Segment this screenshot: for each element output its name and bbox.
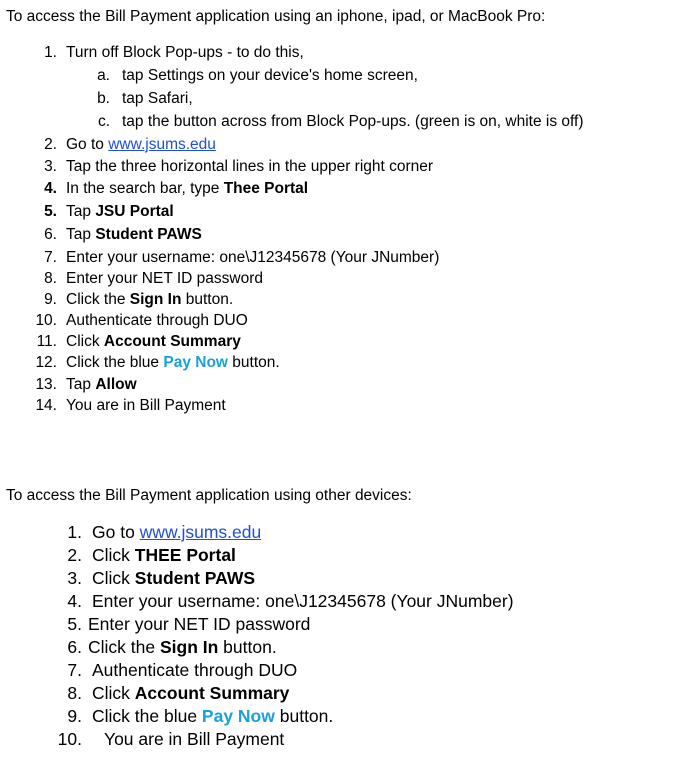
step-number: 3. xyxy=(67,568,82,588)
jsums-link[interactable]: www.jsums.edu xyxy=(139,522,262,542)
step-text xyxy=(92,568,255,589)
step-text-pre: Click xyxy=(92,545,135,565)
substep-letter: a. xyxy=(97,67,110,84)
pay-now-text: Pay Now xyxy=(201,706,275,726)
step-text-pre: Click the xyxy=(66,291,130,308)
step-text-pre: Click xyxy=(92,568,135,588)
step-text-pre: Click xyxy=(66,333,104,350)
step-text-bold: Account Summary xyxy=(103,333,241,350)
step-number: 3. xyxy=(44,158,57,175)
step-text-pre: Tap xyxy=(66,203,96,220)
step-text: Turn off Block Pop-ups - to do this, xyxy=(66,44,304,61)
step-text-bold: THEE Portal xyxy=(134,545,236,565)
step-text-bold: Student PAWS xyxy=(134,568,256,588)
step-text xyxy=(66,180,308,198)
step-text: Enter your NET ID password xyxy=(88,614,311,634)
step-number: 5. xyxy=(44,203,57,220)
step-text: Authenticate through DUO xyxy=(66,312,248,329)
pay-now-text: Pay Now xyxy=(163,354,228,371)
step-text: Enter your username: one\J12345678 (Your JNumber) xyxy=(66,249,440,266)
step-text: Tap the three horizontal lines in the upper right corner xyxy=(66,158,434,175)
step-text-bold: Sign In xyxy=(129,291,182,308)
step-number: 8. xyxy=(67,683,82,703)
step-number: 8. xyxy=(44,270,57,287)
step-number: 2. xyxy=(44,136,57,153)
step-text: Enter your NET ID password xyxy=(66,270,263,287)
step-text-post: button. xyxy=(227,354,280,371)
step-number: 1. xyxy=(67,522,82,542)
step-text-post: button. xyxy=(218,637,277,657)
step-number: 11. xyxy=(36,333,57,350)
step-text: You are in Bill Payment xyxy=(66,397,226,414)
step-text: Enter your username: one\J12345678 (Your JNumber) xyxy=(92,591,514,611)
step-number: 6. xyxy=(44,226,57,243)
step-text: You are in Bill Payment xyxy=(104,729,285,749)
substep-text: tap Settings on your device's home screen, xyxy=(122,67,418,84)
step-text-pre: Go to xyxy=(92,522,140,542)
step-text-pre: Click the blue xyxy=(92,706,202,726)
step-text-pre: Click the xyxy=(88,637,160,657)
step-number: 7. xyxy=(44,249,57,266)
step-number: 2. xyxy=(67,545,82,565)
step-text xyxy=(92,706,333,727)
step-text xyxy=(92,522,261,543)
step-number: 14. xyxy=(35,397,57,414)
step-text xyxy=(66,226,202,244)
step-number: 5. xyxy=(67,614,82,634)
step-text-bold: Account Summary xyxy=(134,683,290,703)
substep-text: tap Safari, xyxy=(122,90,193,107)
step-text xyxy=(66,291,233,309)
step-text-pre: Tap xyxy=(66,376,96,393)
step-text xyxy=(92,683,289,704)
step-text-bold: Thee Portal xyxy=(223,180,309,197)
step-text-pre: Click the blue xyxy=(66,354,164,371)
step-text-pre: Go to xyxy=(66,136,109,153)
step-number: 9. xyxy=(44,291,57,308)
substep-letter: b. xyxy=(97,90,110,107)
step-number: 1. xyxy=(44,44,57,61)
step-number: 9. xyxy=(67,706,82,726)
step-text xyxy=(66,376,137,394)
step-text-pre: In the search bar, type xyxy=(66,180,224,197)
substep-letter: c. xyxy=(97,113,110,130)
step-text xyxy=(92,545,236,566)
step-number: 10. xyxy=(57,729,82,749)
step-text xyxy=(88,637,277,658)
step-text-bold: Allow xyxy=(95,376,137,393)
step-text xyxy=(66,333,241,351)
step-text: Authenticate through DUO xyxy=(92,660,298,680)
step-text-bold: JSU Portal xyxy=(95,203,174,220)
step-number: 7. xyxy=(67,660,82,680)
step-text-post: button. xyxy=(274,706,334,726)
step-text-pre: Click xyxy=(92,683,135,703)
step-text-post: button. xyxy=(181,291,234,308)
step-text-pre: Tap xyxy=(66,226,96,243)
step-number: 13. xyxy=(35,376,57,393)
section1-heading: To access the Bill Payment application using an iphone, ipad, or MacBook Pro: xyxy=(6,8,546,25)
step-number: 4. xyxy=(67,591,82,611)
step-text-bold: Sign In xyxy=(159,637,219,657)
jsums-link[interactable]: www.jsums.edu xyxy=(108,136,216,153)
step-text-bold: Student PAWS xyxy=(95,226,202,243)
step-number: 10. xyxy=(35,312,57,329)
step-text xyxy=(66,354,280,372)
substep-text: tap the button across from Block Pop-ups. (green is on, white is off) xyxy=(122,113,584,130)
section2-heading: To access the Bill Payment application using other devices: xyxy=(6,487,412,504)
step-number: 6. xyxy=(67,637,82,657)
step-text xyxy=(66,203,174,221)
step-number: 12. xyxy=(35,354,57,371)
step-number: 4. xyxy=(44,180,57,197)
step-text xyxy=(66,136,216,154)
